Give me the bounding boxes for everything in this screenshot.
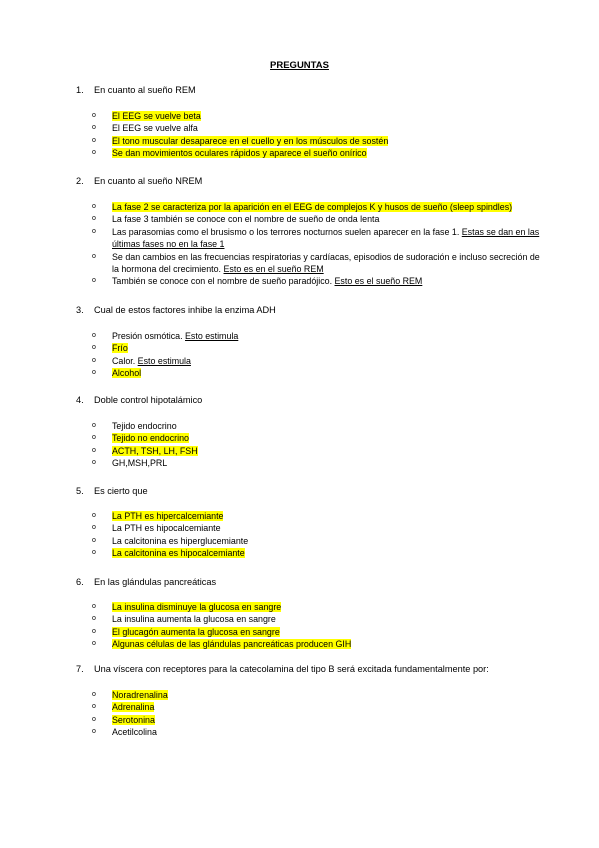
options-list-5 (92, 510, 248, 560)
options-list-3 (92, 330, 238, 380)
bullet-icon: o (92, 459, 96, 467)
option-item (92, 226, 542, 251)
bullet-icon: o (92, 369, 96, 377)
bullet-icon: o (92, 332, 96, 339)
option-text: Tejido no endocrino (112, 433, 189, 444)
option-item (92, 601, 351, 613)
question-text: En cuanto al sueño REM (94, 85, 196, 95)
option-text: ACTH, TSH, LH, FSH (112, 445, 198, 456)
option-item (92, 147, 388, 159)
option-text: Calor. (112, 355, 136, 366)
option-note: Esto estimula (185, 331, 239, 341)
question-4 (76, 395, 202, 405)
bullet-icon: o (92, 434, 96, 442)
options-list-2 (92, 201, 542, 288)
option-text: La insulina aumenta la glucosa en sangre (112, 614, 276, 625)
option-text: Tejido endocrino (112, 421, 177, 431)
bullet-icon: o (92, 549, 96, 557)
option-text: Frío (112, 343, 128, 354)
bullet-icon: o (92, 615, 96, 623)
question-3 (76, 305, 276, 315)
option-item (92, 714, 168, 726)
option-text: La fase 3 también se conoce con el nombre de sueño de onda lenta (112, 214, 380, 225)
option-item (92, 432, 198, 444)
option-item (92, 420, 198, 432)
bullet-icon: o (92, 344, 96, 352)
option-item (92, 726, 168, 738)
option-item (92, 626, 351, 638)
options-list-6 (92, 601, 351, 651)
bullet-icon: o (92, 603, 96, 610)
option-item (92, 122, 388, 134)
question-2 (76, 176, 202, 186)
option-text: La calcitonina es hiperglucemiante (112, 535, 249, 546)
option-text: Las parasomias como el brusismo o los terrores nocturnos suelen aparecer en la fase 1. (112, 226, 460, 237)
option-item (92, 367, 238, 379)
option-text: La insulina disminuye la glucosa en sangre (112, 602, 282, 612)
option-text: Serotonina (112, 714, 155, 725)
option-note: Esto es en el sueño REM (223, 264, 324, 274)
option-item (92, 213, 542, 225)
bullet-icon: o (92, 136, 96, 144)
option-text: El EEG se vuelve beta (112, 111, 201, 121)
question-text: Es cierto que (94, 486, 148, 496)
option-text: Noradrenalina (112, 690, 168, 700)
bullet-icon: o (92, 627, 96, 635)
question-number: 5. (76, 486, 84, 496)
bullet-icon: o (92, 252, 96, 260)
option-text: Se dan cambios en las frecuencias respiratorias y cardíacas, episodios de sudoración e incluso secreción de la hormona del crecimiento. (112, 251, 540, 274)
bullet-icon: o (92, 149, 96, 157)
option-text: Algunas células de las glándulas pancreáticas producen GIH (112, 639, 352, 650)
option-item (92, 275, 542, 287)
option-text: GH,MSH,PRL (112, 458, 168, 469)
question-number: 1. (76, 85, 84, 95)
options-list-1 (92, 110, 388, 160)
bullet-icon: o (92, 112, 96, 119)
question-5 (76, 486, 148, 496)
question-text: En las glándulas pancreáticas (94, 577, 217, 587)
question-6 (76, 577, 216, 587)
bullet-icon: o (92, 512, 96, 519)
question-text: Doble control hipotalámico (94, 395, 203, 405)
question-number: 4. (76, 395, 84, 405)
option-text: Presión osmótica. (112, 331, 183, 341)
options-list-4 (92, 420, 198, 470)
bullet-icon: o (92, 124, 96, 132)
option-text: La PTH es hipocalcemiante (112, 523, 221, 534)
option-item (92, 613, 351, 625)
option-item (92, 457, 198, 469)
option-note: Esto es el sueño REM (334, 276, 423, 287)
bullet-icon: o (92, 422, 96, 429)
option-item (92, 689, 168, 701)
option-text: La calcitonina es hipocalcemiante (112, 548, 245, 559)
option-text: La PTH es hipercalcemiante (112, 511, 224, 521)
option-text: Se dan movimientos oculares rápidos y aparece el sueño onírico (112, 148, 367, 159)
question-text: Una víscera con receptores para la catecolamina del tipo B será excitada fundamentalmente por: (94, 664, 489, 674)
bullet-icon: o (92, 524, 96, 532)
option-item (92, 251, 542, 276)
question-1 (76, 85, 196, 95)
option-item (92, 535, 248, 547)
option-item (92, 135, 388, 147)
bullet-icon: o (92, 691, 96, 698)
option-item (92, 342, 238, 354)
option-item (92, 701, 168, 713)
bullet-icon: o (92, 446, 96, 454)
bullet-icon: o (92, 728, 96, 736)
page-title: PREGUNTAS (270, 60, 329, 71)
question-text: En cuanto al sueño NREM (94, 176, 203, 186)
question-number: 2. (76, 176, 84, 186)
option-item (92, 445, 198, 457)
option-text: Adrenalina (112, 702, 155, 713)
bullet-icon: o (92, 640, 96, 648)
option-item (92, 330, 238, 342)
bullet-icon: o (92, 227, 96, 235)
option-text: También se conoce con el nombre de sueño paradójico. (112, 276, 333, 287)
bullet-icon: o (92, 356, 96, 364)
options-list-7 (92, 689, 168, 739)
option-item (92, 110, 388, 122)
question-number: 6. (76, 577, 84, 587)
question-7 (76, 664, 489, 674)
option-text: Alcohol (112, 368, 142, 379)
option-text: La fase 2 se caracteriza por la aparición en el EEG de complejos K y husos de sueño (sleep spindles) (112, 202, 513, 212)
option-note: Esto estimula (137, 355, 191, 366)
bullet-icon: o (92, 277, 96, 285)
option-item (92, 510, 248, 522)
option-text: Acetilcolina (112, 727, 157, 738)
bullet-icon: o (92, 703, 96, 711)
option-item (92, 355, 238, 367)
bullet-icon: o (92, 215, 96, 223)
question-number: 7. (76, 664, 84, 674)
option-item (92, 201, 542, 213)
option-text: El EEG se vuelve alfa (112, 123, 198, 134)
bullet-icon: o (92, 715, 96, 723)
option-text: El glucagón aumenta la glucosa en sangre (112, 626, 280, 637)
bullet-icon: o (92, 203, 96, 210)
bullet-icon: o (92, 536, 96, 544)
option-item (92, 547, 248, 559)
option-item (92, 522, 248, 534)
option-item (92, 638, 351, 650)
option-text: El tono muscular desaparece en el cuello y en los músculos de sostén (112, 135, 389, 146)
question-text: Cual de estos factores inhibe la enzima ADH (94, 305, 276, 315)
option-note: Estas se dan en las últimas fases no en la fase 1 (112, 226, 540, 250)
question-number: 3. (76, 305, 84, 315)
